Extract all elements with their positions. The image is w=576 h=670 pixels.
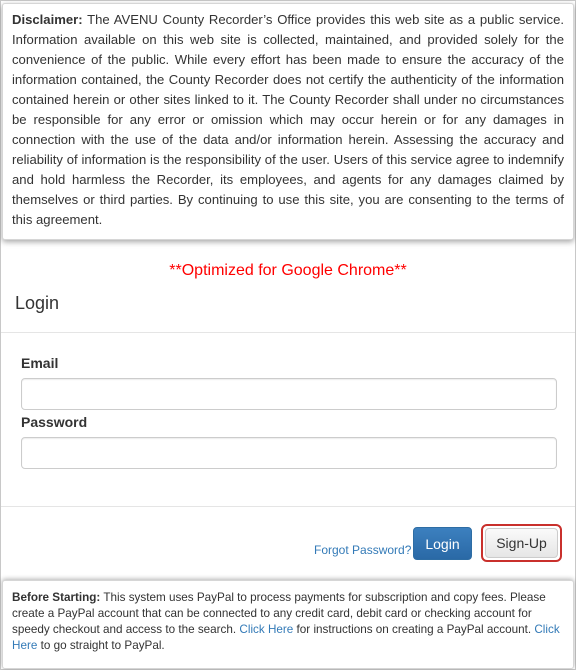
before-starting-text-2: for instructions on creating a PayPal account. [293,623,535,636]
password-field[interactable] [21,437,557,469]
footer-divider [1,506,575,507]
login-button[interactable]: Login [413,527,472,560]
disclaimer-panel [2,3,574,240]
signup-button-highlight [481,524,562,562]
disclaimer-heading: Disclaimer: [12,12,83,27]
before-starting-panel [2,580,574,669]
browser-notice: **Optimized for Google Chrome** [169,262,407,279]
email-field[interactable] [21,378,557,410]
email-label: Email [21,355,59,371]
forgot-password-link[interactable]: Forgot Password? [314,543,412,557]
password-label: Password [21,414,88,430]
before-starting-heading: Before Starting: [12,591,101,604]
paypal-instructions-link[interactable]: Click Here [239,623,294,636]
signup-button[interactable]: Sign-Up [485,528,558,558]
header-divider [1,332,575,333]
login-heading: Login [15,293,60,313]
disclaimer-text: The AVENU County Recorder’s Office provides this web site as a public service. Information available on this web site is collected, maintained, and provided solely for the convenience of the public. While every effort has been made to ensure the accuracy of the information contained, the County Recorder does not certify the authenticity of the information contained herein or other sites linked to it. The County Recorder shall under no circumstances be responsible for any error or omission which may occur herein or for any damages in connection with the use of the data and/or information herein. Assessing the accuracy and reliability of information is the responsibility of the user. Users of this service agree to indemnify and hold harmless the Recorder, its employees, and agents for any damages claimed by themselves or third parties. By continuing to use this site, you are consenting to the terms of this agreement. [12,12,564,227]
paypal-link[interactable]: Click Here [12,623,560,652]
before-starting-text-1: This system uses PayPal to process payments for subscription and copy fees. Please create a PayPal account that can be connected to any credit card, debit card or checking account for speedy checkout and access to the search. [12,591,546,636]
before-starting-text-3: to go straight to PayPal. [37,639,165,652]
